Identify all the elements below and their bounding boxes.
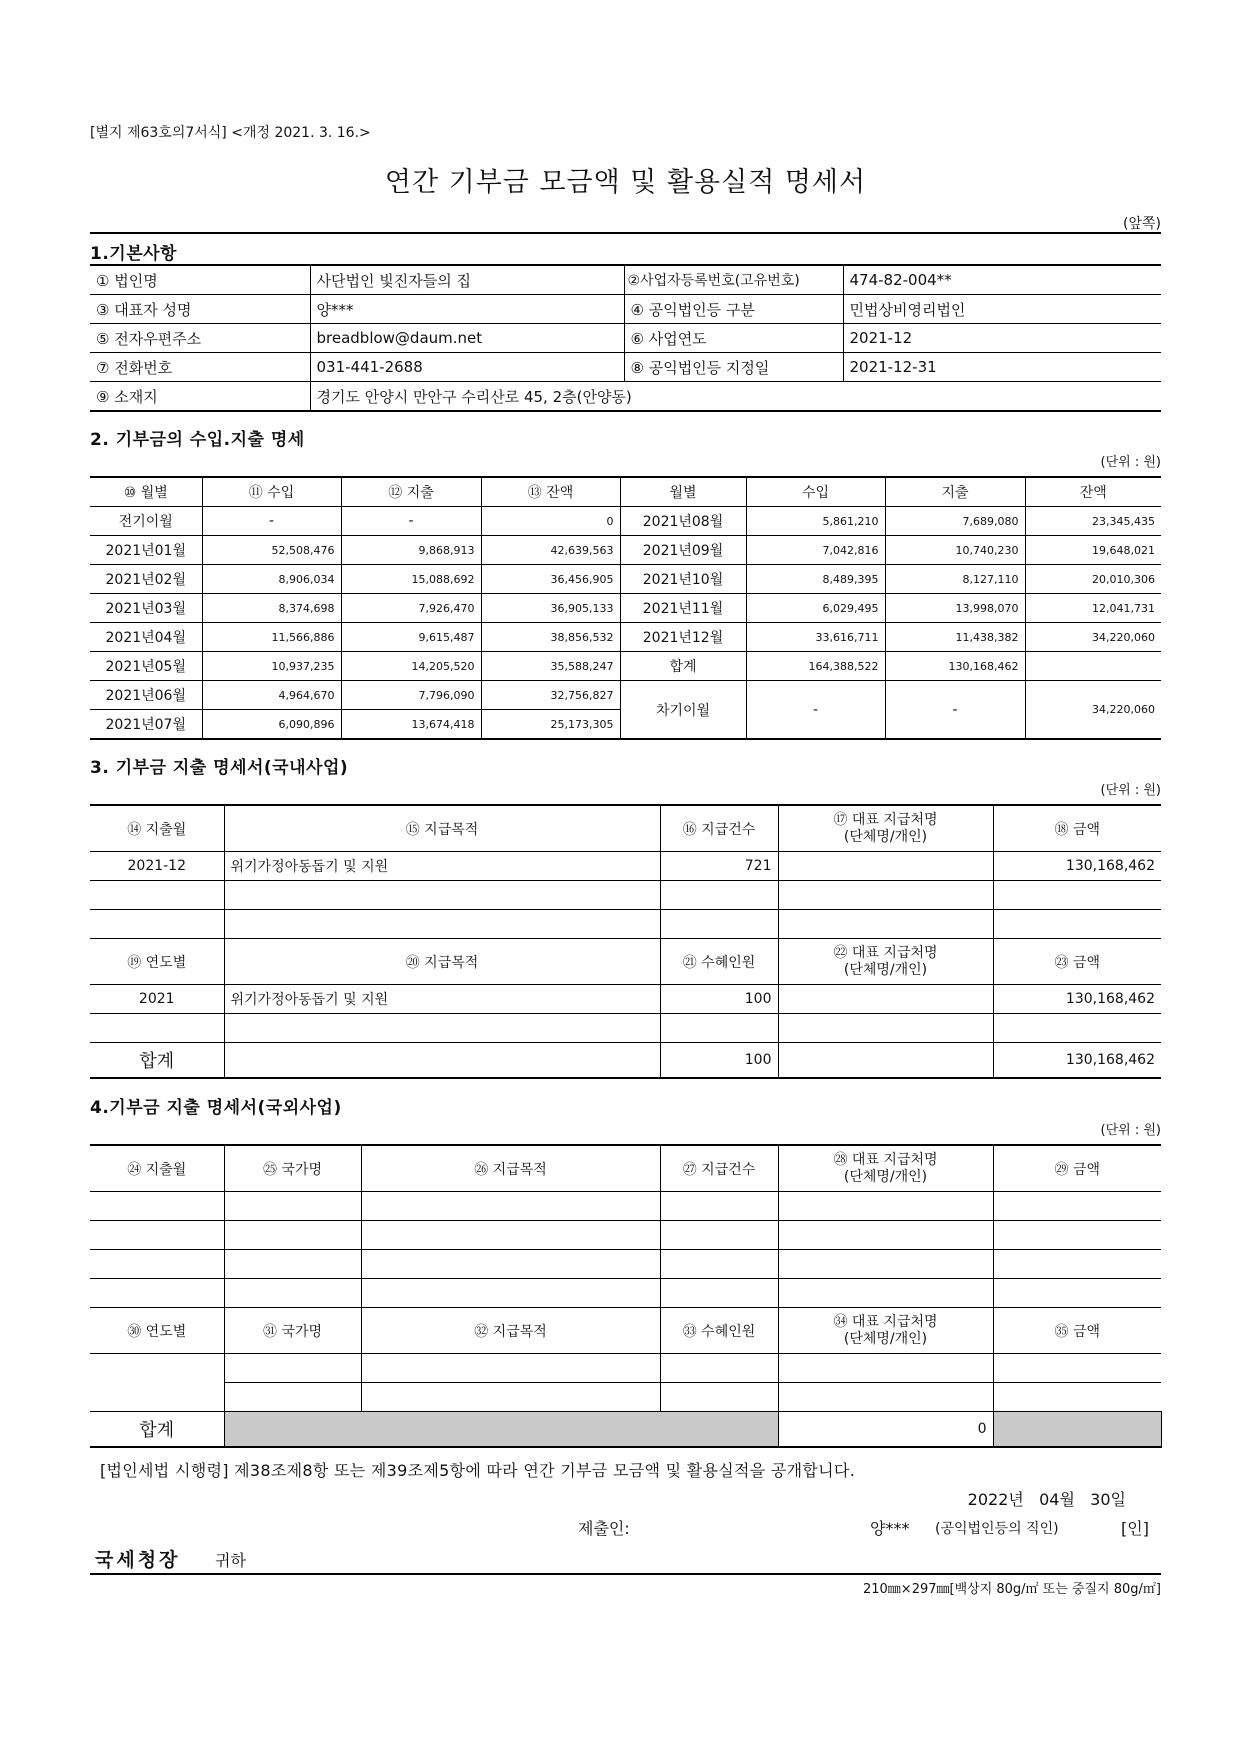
- table-row: [90, 623, 1161, 652]
- expense-cell: 7,796,090: [341, 681, 481, 710]
- phone-value: 031-441-2688: [310, 353, 624, 382]
- table-row: [90, 985, 1161, 1014]
- designation-date-value: 2021-12-31: [843, 353, 1161, 382]
- payee-cell: [778, 985, 993, 1014]
- table-row: [90, 1279, 1161, 1308]
- section3-unit: (단위 : 원): [1100, 783, 1161, 798]
- fiscal-year-value: 2021-12: [843, 324, 1161, 353]
- month-cell: 2021년06월: [90, 681, 202, 710]
- amount-cell: 130,168,462: [993, 852, 1161, 881]
- month-cell: 2021년04월: [90, 623, 202, 652]
- income-cell: 5,861,210: [746, 507, 885, 536]
- col-header: ㉕ 국가명: [224, 1145, 361, 1192]
- balance-cell: 38,856,532: [481, 623, 620, 652]
- month-cell: 전기이월: [90, 507, 202, 536]
- col-header: ⑪ 수입: [202, 477, 341, 507]
- month-cell: 2021-12: [90, 852, 224, 881]
- submitter-label: 제출인:: [578, 1519, 630, 1538]
- total-amount: 130,168,462: [993, 1043, 1161, 1079]
- total-label: 합계: [90, 1412, 224, 1448]
- col-header: ㉓ 금액: [993, 939, 1161, 985]
- total-beneficiaries: 100: [660, 1043, 778, 1079]
- month-cell: 2021년09월: [620, 536, 746, 565]
- table-row: [90, 1383, 1161, 1412]
- header-line: ㉞ 대표 지급처명: [833, 1313, 938, 1330]
- income-cell: 4,964,670: [202, 681, 341, 710]
- month-cell: 2021년01월: [90, 536, 202, 565]
- addressee: 국세청장: [95, 1549, 181, 1571]
- expense-cell: 7,926,470: [341, 594, 481, 623]
- header-line: (단체명/개인): [843, 828, 928, 845]
- expense-cell: 8,127,110: [885, 565, 1025, 594]
- designation-date-label: ⑧ 공익법인등 지정일: [624, 353, 843, 382]
- table-row: [90, 594, 1161, 623]
- income-cell: 10,937,235: [202, 652, 341, 681]
- total-balance: [1025, 652, 1161, 681]
- expense-cell: 9,868,913: [341, 536, 481, 565]
- header-line: ㉒ 대표 지급처명: [833, 944, 938, 961]
- col-header: 잔액: [1025, 477, 1161, 507]
- total-row: [90, 1043, 1161, 1079]
- biz-reg-value: 474-82-004**: [843, 265, 1161, 295]
- month-cell: 2021년05월: [90, 652, 202, 681]
- corp-name-label: ① 법인명: [90, 265, 310, 295]
- col-header: ⑬ 잔액: [481, 477, 620, 507]
- email-value: breadblow@daum.net: [310, 324, 624, 353]
- side-note: (앞쪽): [1123, 216, 1161, 232]
- form-reference: [별지 제63호의7서식] <개정 2021. 3. 16.>: [90, 125, 371, 141]
- header-line: ⑰ 대표 지급처명: [833, 811, 938, 828]
- section4-heading: 4.기부금 지출 명세서(국외사업): [90, 1098, 342, 1118]
- income-cell: 11,566,886: [202, 623, 341, 652]
- table-row: [90, 1221, 1161, 1250]
- col-header: ㉟ 금액: [993, 1308, 1161, 1354]
- shaded-cell: [224, 1412, 778, 1448]
- carry-forward-label: 차기이월: [620, 681, 746, 740]
- balance-cell: 36,905,133: [481, 594, 620, 623]
- balance-cell: 20,010,306: [1025, 565, 1161, 594]
- basic-info-table: [90, 264, 1161, 412]
- col-header: ⑱ 금액: [993, 805, 1161, 852]
- table-row: [90, 382, 1161, 412]
- email-label: ⑤ 전자우편주소: [90, 324, 310, 353]
- income-cell: 6,029,495: [746, 594, 885, 623]
- table-row: [90, 1354, 1161, 1383]
- carry-forward-balance: 34,220,060: [1025, 681, 1161, 740]
- income-cell: 7,042,816: [746, 536, 885, 565]
- submitter-role: (공익법인등의 직인): [935, 1521, 1059, 1537]
- table-row: [90, 910, 1161, 939]
- expense-cell: 13,674,418: [341, 710, 481, 740]
- table-header-row: [90, 1308, 1161, 1354]
- balance-cell: 0: [481, 507, 620, 536]
- table-row: [90, 353, 1161, 382]
- table-row: [90, 1250, 1161, 1279]
- total-expense: 130,168,462: [885, 652, 1025, 681]
- col-header: ㉗ 지급건수: [660, 1145, 778, 1192]
- income-cell: 8,374,698: [202, 594, 341, 623]
- table-row: [90, 1014, 1161, 1043]
- table-row: [90, 881, 1161, 910]
- balance-cell: 19,648,021: [1025, 536, 1161, 565]
- total-beneficiaries: 0: [778, 1412, 993, 1448]
- col-header: ⑮ 지급목적: [224, 805, 660, 852]
- total-label: 합계: [90, 1043, 224, 1079]
- payee-cell: [778, 852, 993, 881]
- table-row: [90, 295, 1161, 324]
- header-line: (단체명/개인): [843, 1168, 928, 1185]
- expense-cell: -: [341, 507, 481, 536]
- col-header: ㉝ 수혜인원: [660, 1308, 778, 1354]
- table-row: [90, 536, 1161, 565]
- carry-forward-expense: -: [885, 681, 1025, 740]
- income-cell: 8,489,395: [746, 565, 885, 594]
- expense-cell: 14,205,520: [341, 652, 481, 681]
- table-header-row: [90, 477, 1161, 507]
- col-header: [778, 939, 993, 985]
- col-header: 지출: [885, 477, 1025, 507]
- expense-cell: 10,740,230: [885, 536, 1025, 565]
- section2-heading: 2. 기부금의 수입.지출 명세: [90, 430, 305, 450]
- fiscal-year-label: ⑥ 사업연도: [624, 324, 843, 353]
- top-divider: [90, 232, 1161, 234]
- header-line: (단체명/개인): [843, 961, 928, 978]
- col-header: ㉛ 국가명: [224, 1308, 361, 1354]
- col-header: 월별: [620, 477, 746, 507]
- section2-unit: (단위 : 원): [1100, 455, 1161, 470]
- balance-cell: 25,173,305: [481, 710, 620, 740]
- declaration-text: [법인세법 시행령] 제38조제8항 또는 제39조제5항에 따라 연간 기부금 모금액 및 활용실적을 공개합니다.: [100, 1461, 856, 1480]
- balance-cell: 23,345,435: [1025, 507, 1161, 536]
- address-label: ⑨ 소재지: [90, 382, 310, 412]
- balance-cell: 32,756,827: [481, 681, 620, 710]
- paper-spec: 210㎜×297㎜[백상지 80g/㎡ 또는 중질지 80g/㎡]: [862, 1582, 1161, 1597]
- corp-type-label: ④ 공익법인등 구분: [624, 295, 843, 324]
- col-header: [778, 805, 993, 852]
- income-cell: 6,090,896: [202, 710, 341, 740]
- expense-cell: 13,998,070: [885, 594, 1025, 623]
- section1-heading: 1.기본사항: [90, 244, 177, 264]
- rep-name-value: 양***: [310, 295, 624, 324]
- balance-cell: 36,456,905: [481, 565, 620, 594]
- corp-name-value: 사단법인 빛진자들의 집: [310, 265, 624, 295]
- biz-reg-label: ②사업자등록번호(고유번호): [624, 265, 843, 295]
- rep-name-label: ③ 대표자 성명: [90, 295, 310, 324]
- col-header: ⑭ 지출월: [90, 805, 224, 852]
- domestic-expense-table: [90, 804, 1161, 1079]
- month-cell: 2021년07월: [90, 710, 202, 740]
- table-header-row: [90, 1145, 1161, 1192]
- month-cell: 2021년08월: [620, 507, 746, 536]
- col-header: ㉙ 금액: [993, 1145, 1161, 1192]
- corp-type-value: 민법상비영리법인: [843, 295, 1161, 324]
- header-line: ㉘ 대표 지급처명: [833, 1151, 938, 1168]
- col-header: ㉑ 수혜인원: [660, 939, 778, 985]
- purpose-cell: 위기가정아동돕기 및 지원: [224, 852, 660, 881]
- income-cell: -: [202, 507, 341, 536]
- phone-label: ⑦ 전화번호: [90, 353, 310, 382]
- col-header: ⑲ 연도별: [90, 939, 224, 985]
- month-cell: 2021년10월: [620, 565, 746, 594]
- submission-date: 2022년 04월 30일: [967, 1490, 1126, 1509]
- shaded-cell: [993, 1412, 1161, 1448]
- purpose-cell: 위기가정아동돕기 및 지원: [224, 985, 660, 1014]
- address-value: 경기도 안양시 만안구 수리산로 45, 2층(안양동): [310, 382, 1161, 412]
- month-cell: 2021년03월: [90, 594, 202, 623]
- total-row: [90, 1412, 1161, 1448]
- col-header: ㉚ 연도별: [90, 1308, 224, 1354]
- col-header: ⑳ 지급목적: [224, 939, 660, 985]
- col-header: ⑩ 월별: [90, 477, 202, 507]
- expense-cell: 15,088,692: [341, 565, 481, 594]
- balance-cell: 34,220,060: [1025, 623, 1161, 652]
- table-header-row: [90, 939, 1161, 985]
- income-cell: 52,508,476: [202, 536, 341, 565]
- income-expense-table: [90, 476, 1161, 740]
- col-header: ㉜ 지급목적: [361, 1308, 660, 1354]
- balance-cell: 35,588,247: [481, 652, 620, 681]
- income-cell: 8,906,034: [202, 565, 341, 594]
- table-row: [90, 652, 1161, 681]
- expense-cell: 7,689,080: [885, 507, 1025, 536]
- col-header: 수입: [746, 477, 885, 507]
- submitter-name: 양***: [870, 1519, 910, 1538]
- col-header: ⑯ 지급건수: [660, 805, 778, 852]
- section4-unit: (단위 : 원): [1100, 1123, 1161, 1138]
- header-line: (단체명/개인): [843, 1330, 928, 1347]
- total-label: 합계: [620, 652, 746, 681]
- balance-cell: 42,639,563: [481, 536, 620, 565]
- table-row: [90, 265, 1161, 295]
- total-payee: [778, 1043, 993, 1079]
- section3-heading: 3. 기부금 지출 명세서(국내사업): [90, 758, 349, 778]
- table-row: [90, 681, 1161, 710]
- month-cell: 2021년02월: [90, 565, 202, 594]
- beneficiary-cell: 100: [660, 985, 778, 1014]
- table-row: [90, 1192, 1161, 1221]
- col-header: ㉔ 지출월: [90, 1145, 224, 1192]
- expense-cell: 11,438,382: [885, 623, 1025, 652]
- table-row: [90, 507, 1161, 536]
- balance-cell: 12,041,731: [1025, 594, 1161, 623]
- table-row: [90, 324, 1161, 353]
- count-cell: 721: [660, 852, 778, 881]
- month-cell: 2021년12월: [620, 623, 746, 652]
- col-header: [778, 1308, 993, 1354]
- table-row: [90, 565, 1161, 594]
- total-purpose: [224, 1043, 660, 1079]
- col-header: [778, 1145, 993, 1192]
- document-title: 연간 기부금 모금액 및 활용실적 명세서: [384, 167, 867, 198]
- overseas-expense-table: [90, 1144, 1161, 1448]
- col-header: ⑫ 지출: [341, 477, 481, 507]
- expense-cell: 9,615,487: [341, 623, 481, 652]
- year-cell: 2021: [90, 985, 224, 1014]
- month-cell: 2021년11월: [620, 594, 746, 623]
- carry-forward-income: -: [746, 681, 885, 740]
- col-header: ㉖ 지급목적: [361, 1145, 660, 1192]
- total-income: 164,388,522: [746, 652, 885, 681]
- amount-cell: 130,168,462: [993, 985, 1161, 1014]
- honorific: 귀하: [215, 1551, 246, 1570]
- table-row: [90, 852, 1161, 881]
- bottom-divider: [90, 1573, 1161, 1575]
- seal-mark: [인]: [1121, 1519, 1149, 1538]
- table-header-row: [90, 805, 1161, 852]
- income-cell: 33,616,711: [746, 623, 885, 652]
